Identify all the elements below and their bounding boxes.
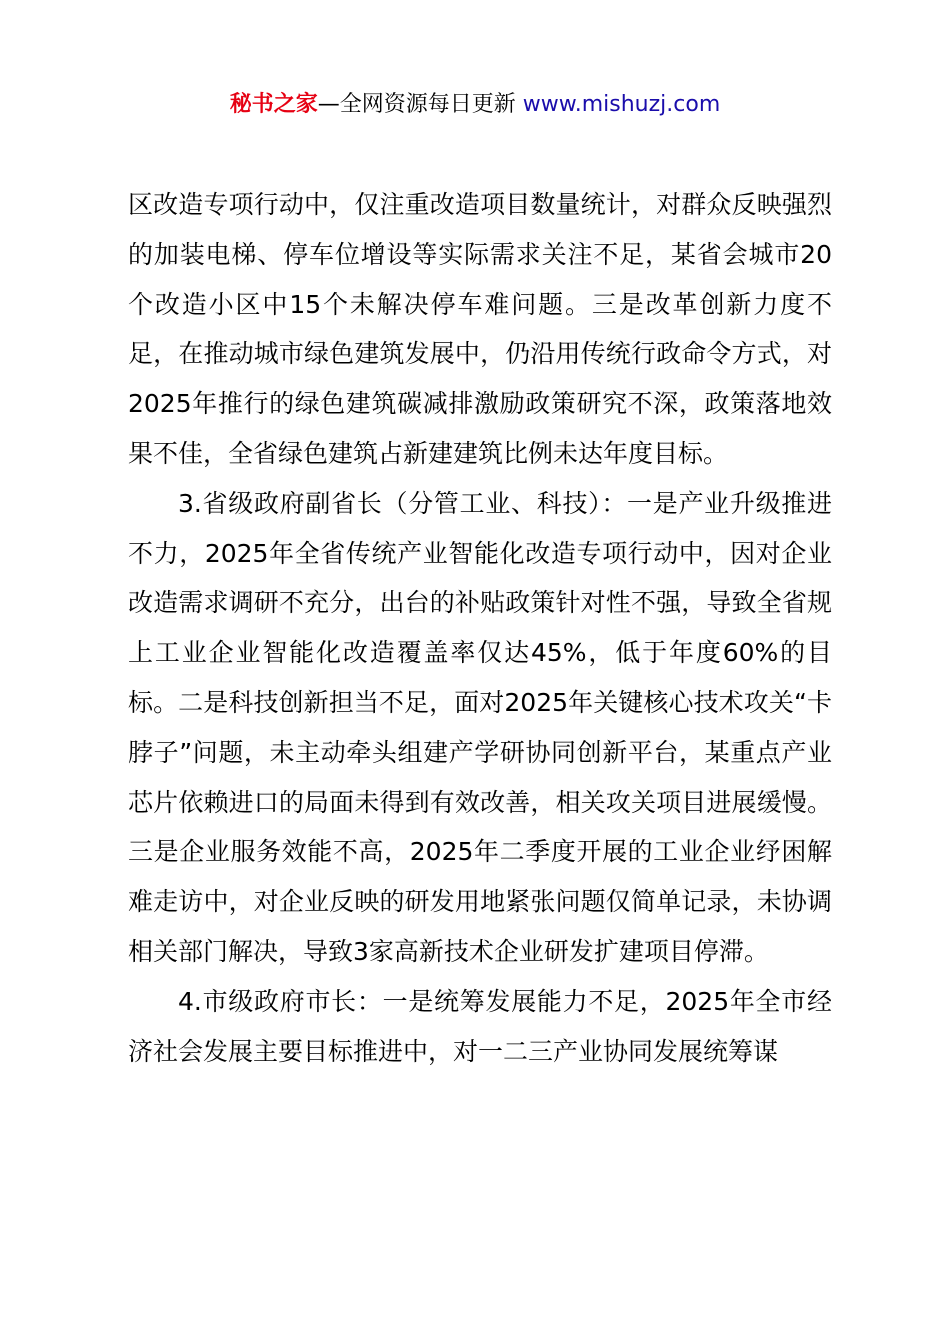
header-url-link[interactable]: www.mishuzj.com	[522, 92, 721, 117]
paragraph-1: 区改造专项行动中，仅注重改造项目数量统计，对群众反映强烈的加装电梯、停车位增设等实际需求关注不足，某省会城市20个改造小区中15个未解决停车难问题。三是改革创新力度不足，在推动城市绿色建筑发展中，仍沿用传统行政命令方式，对2025年推行的绿色建筑碳减排激励政策研究不深，政策落地效果不佳，全省绿色建筑占新建建筑比例未达年度目标。	[128, 190, 832, 468]
header-brand: 秘书之家	[229, 92, 318, 117]
header-tagline: —全网资源每日更新	[317, 92, 523, 117]
paragraph-2: 3.省级政府副省长（分管工业、科技）：一是产业升级推进不力，2025年全省传统产业智能化改造专项行动中，因对企业改造需求调研不充分，出台的补贴政策针对性不强，导致全省规上工业企业智能化改造覆盖率仅达45%，低于年度60%的目标。二是科技创新担当不足，面对2025年关键核心技术攻关“卡脖子”问题，未主动牵头组建产学研协同创新平台，某重点产业芯片依赖进口的局面未得到有效改善，相关攻关项目进展缓慢。三是企业服务效能不高，2025年二季度开展的工业企业纾困解难走访中，对企业反映的研发用地紧张问题仅简单记录，未协调相关部门解决，导致3家高新技术企业研发扩建项目停滞。	[128, 488, 832, 966]
page-header	[0, 88, 950, 122]
paragraph-3: 4.市级政府市长：一是统筹发展能力不足，2025年全市经济社会发展主要目标推进中，对一二三产业协同发展统筹谋	[128, 986, 832, 1066]
document-body	[128, 180, 832, 1076]
